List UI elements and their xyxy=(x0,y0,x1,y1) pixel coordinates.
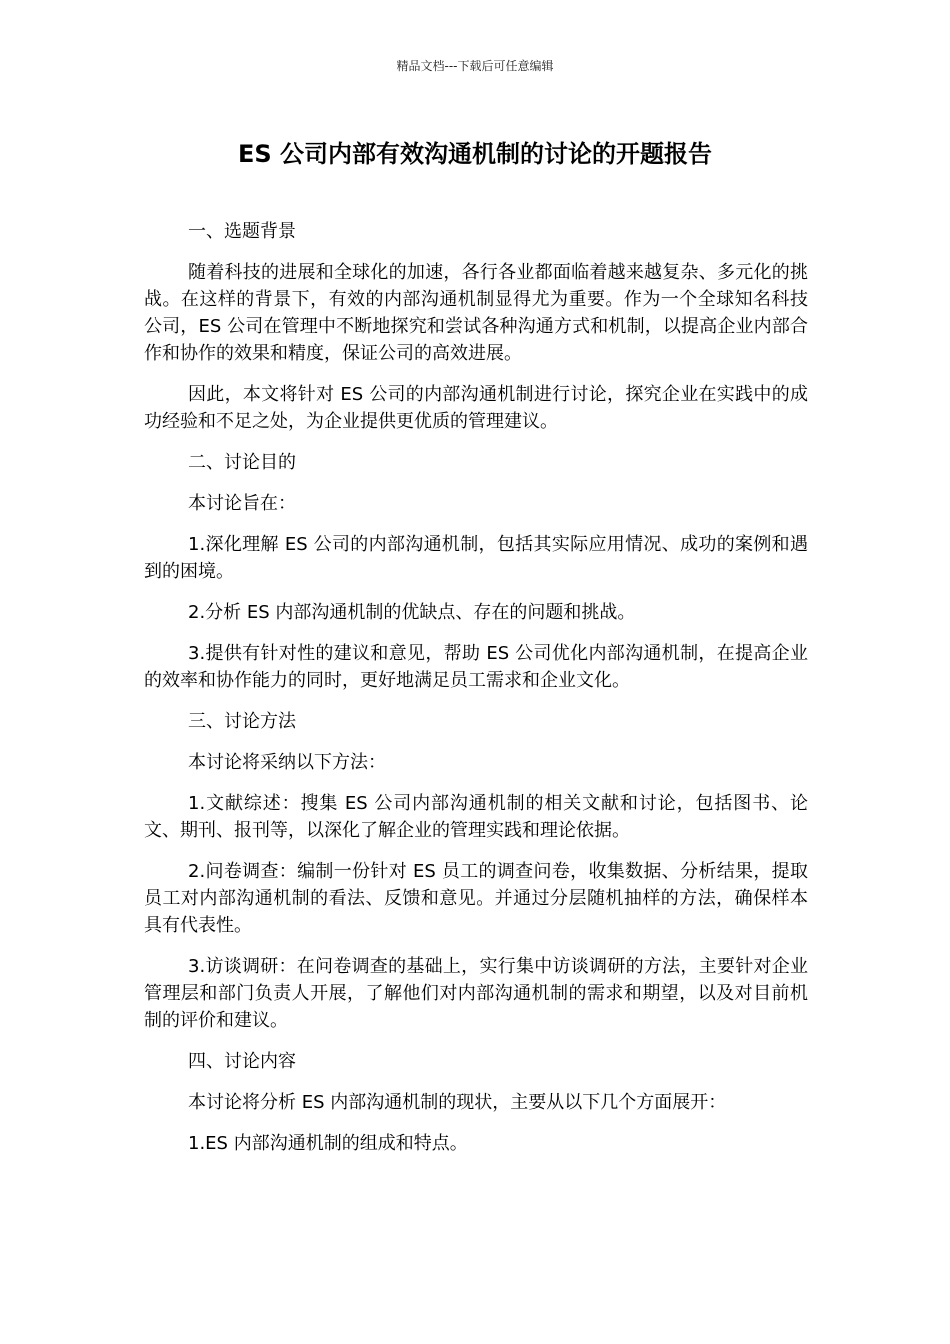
list-item: 1.深化理解 ES 公司的内部沟通机制，包括其实际应用情况、成功的案例和遇到的困境。 xyxy=(144,534,808,582)
paragraph: 随着科技的进展和全球化的加速，各行各业都面临着越来越复杂、多元化的挑战。在这样的背景下，有效的内部沟通机制显得尤为重要。作为一个全球知名科技公司，ES 公司在管理中不断地探究和尝试各种沟通方式和机制，以提高企业内部合作和协作的效果和精度，保证公司的高效进展。 xyxy=(144,262,808,364)
section-heading-content: 四、讨论内容 xyxy=(188,1051,296,1072)
paragraph: 本讨论将分析 ES 内部沟通机制的现状，主要从以下几个方面展开： xyxy=(188,1092,727,1113)
paragraph: 本讨论旨在： xyxy=(188,493,296,514)
list-item: 1.文献综述：搜集 ES 公司内部沟通机制的相关文献和讨论，包括图书、论文、期刊、报刊等，以深化了解企业的管理实践和理论依据。 xyxy=(144,793,808,841)
list-item: 3.提供有针对性的建议和意见，帮助 ES 公司优化内部沟通机制，在提高企业的效率和协作能力的同时，更好地满足员工需求和企业文化。 xyxy=(144,643,808,691)
paragraph: 因此，本文将针对 ES 公司的内部沟通机制进行讨论，探究企业在实践中的成功经验和不足之处，为企业提供更优质的管理建议。 xyxy=(144,384,808,432)
document-title: ES 公司内部有效沟通机制的讨论的开题报告 xyxy=(237,140,713,168)
document-body xyxy=(144,218,808,1171)
list-item: 2.分析 ES 内部沟通机制的优缺点、存在的问题和挑战。 xyxy=(188,602,636,623)
section-heading-background: 一、选题背景 xyxy=(188,221,296,242)
section-heading-method: 三、讨论方法 xyxy=(188,711,296,732)
paragraph: 本讨论将采纳以下方法： xyxy=(188,752,386,773)
header-note: 精品文档---下载后可任意编辑 xyxy=(396,59,554,73)
list-item: 1.ES 内部沟通机制的组成和特点。 xyxy=(188,1133,468,1154)
section-heading-purpose: 二、讨论目的 xyxy=(188,452,296,473)
list-item: 2.问卷调查：编制一份针对 ES 员工的调查问卷，收集数据、分析结果，提取员工对内部沟通机制的看法、反馈和意见。并通过分层随机抽样的方法，确保样本具有代表性。 xyxy=(144,861,808,936)
list-item: 3.访谈调研：在问卷调查的基础上，实行集中访谈调研的方法，主要针对企业管理层和部门负责人开展，了解他们对内部沟通机制的需求和期望，以及对目前机制的评价和建议。 xyxy=(144,956,808,1031)
